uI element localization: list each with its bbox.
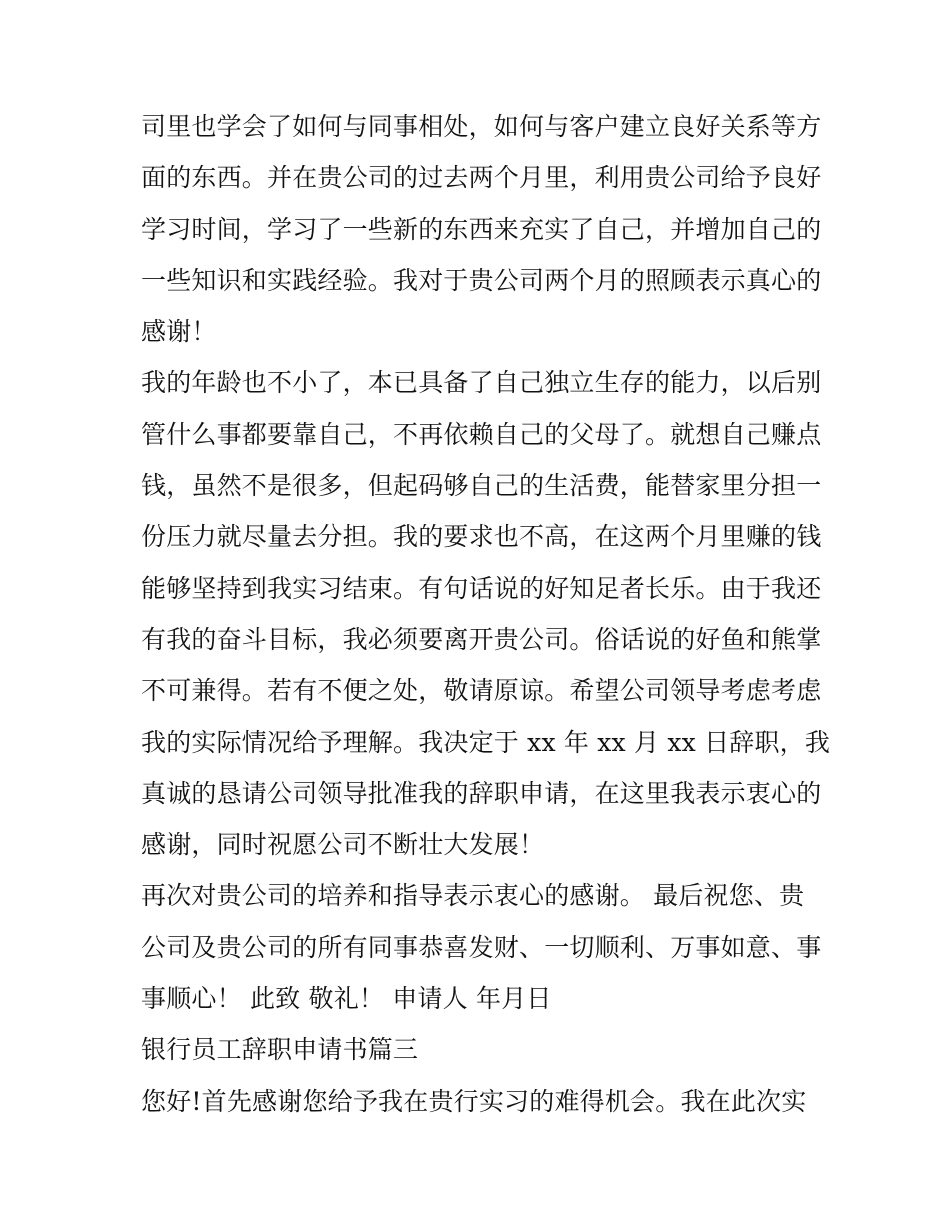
text-line: 公司及贵公司的所有同事恭喜发财、一切顺利、万事如意、事 [141, 932, 822, 962]
text-line: 事顺心！ 此致 敬礼！ 申请人 年月日 [141, 984, 552, 1014]
text-line: 有我的奋斗目标，我必须要离开贵公司。俗话说的好鱼和熊掌 [141, 624, 822, 654]
text-line: 不可兼得。若有不便之处，敬请原谅。希望公司领导考虑考虑 [141, 676, 822, 706]
text-line: 感谢！ [141, 317, 217, 347]
text-line: 能够坚持到我实习结束。有句话说的好知足者长乐。由于我还 [141, 573, 822, 603]
text-line: 真诚的恳请公司领导批准我的辞职申请，在这里我表示衷心的 [141, 778, 822, 808]
document-body [141, 101, 831, 1127]
text-line: 份压力就尽量去分担。我的要求也不高，在这两个月里赚的钱 [141, 522, 822, 552]
text-line: 您好!首先感谢您给予我在贵行实习的难得机会。我在此次实 [141, 1086, 807, 1116]
text-line: 管什么事都要靠自己，不再依赖自己的父母了。就想自己赚点 [141, 419, 822, 449]
text-line: 感谢，同时祝愿公司不断壮大发展！ [141, 830, 545, 860]
text-line: 面的东西。并在贵公司的过去两个月里，利用贵公司给予良好 [141, 163, 822, 193]
text-line: 一些知识和实践经验。我对于贵公司两个月的照顾表示真心的 [141, 265, 822, 295]
text-line: 我的实际情况给予理解。我决定于 xx 年 xx 月 xx 日辞职，我 [141, 727, 831, 757]
text-line: 再次对贵公司的培养和指导表示衷心的感谢。 最后祝您、贵 [141, 881, 805, 911]
text-line: 司里也学会了如何与同事相处，如何与客户建立良好关系等方 [141, 112, 822, 141]
text-line: 钱，虽然不是很多，但起码够自己的生活费，能替家里分担一 [141, 471, 822, 501]
text-line: 学习时间，学习了一些新的东西来充实了自己，并增加自己的 [141, 214, 822, 244]
section-heading: 银行员工辞职申请书篇三 [141, 1035, 419, 1065]
text-line: 我的年龄也不小了，本已具备了自己独立生存的能力，以后别 [141, 368, 822, 398]
